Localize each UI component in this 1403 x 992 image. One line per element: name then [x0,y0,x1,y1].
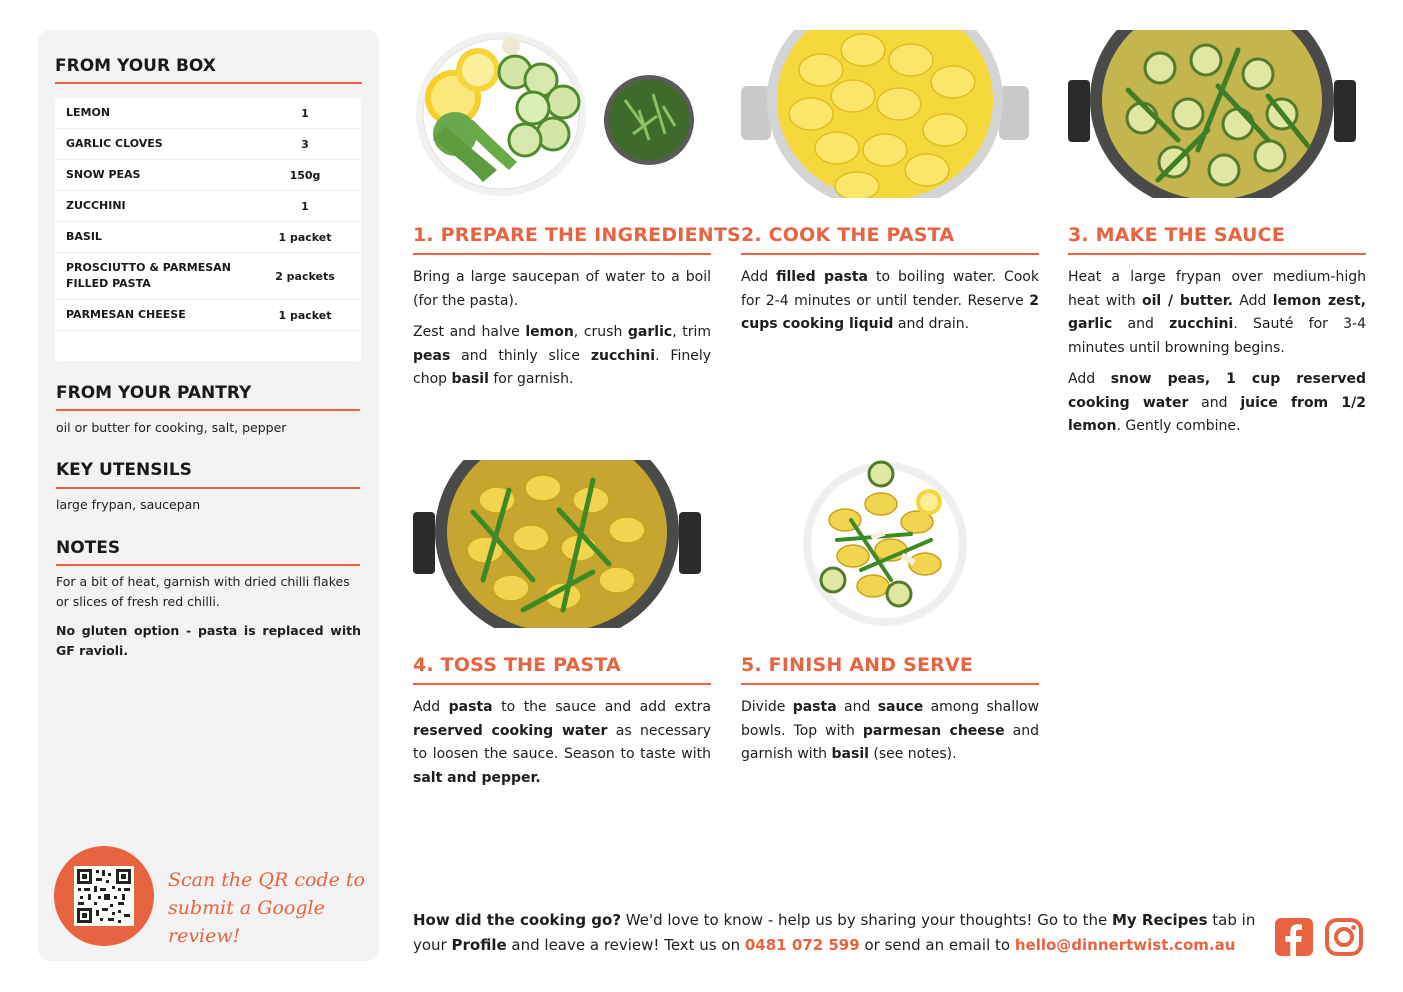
step-paragraph: Add filled pasta to boiling water. Cook for 2-4 minutes or until tender. Reserve 2 cups cooking liquid and drain. [741,269,1039,332]
step-2-photo [741,30,1029,198]
divider [56,409,360,411]
ingredient-name: ZUCCHINI [66,199,126,212]
ingredient-qty: 2 packets [275,269,335,283]
instagram-icon[interactable] [1325,918,1363,956]
qr-code[interactable] [54,846,154,946]
footer-question: How did the cooking go? [413,911,622,929]
my-recipes-label: My Recipes [1111,911,1208,929]
step-5-photo [741,460,1029,628]
from-your-pantry-title: FROM YOUR PANTRY [56,383,252,403]
step-1-body [413,266,711,400]
ingredient-qty: 1 packet [278,230,332,244]
ingredients-table [55,98,361,361]
ingredient-name: PROSCIUTTO & PARMESAN FILLED PASTA [66,261,231,290]
profile-label: Profile [451,936,507,954]
qr-text-line: Scan the QR code to [168,869,365,891]
divider [413,683,711,685]
email-link[interactable]: hello@dinnertwist.com.au [1014,936,1236,954]
step-1-photo [413,30,711,198]
ingredient-qty: 3 [301,137,309,151]
utensils-text: large frypan, saucepan [56,497,201,512]
pantry-text: oil or butter for cooking, salt, pepper [56,420,287,435]
notes-text: For a bit of heat, garnish with dried chilli flakes or slices of fresh red chilli. [56,574,350,609]
key-utensils-title: KEY UTENSILS [56,460,192,480]
step-2-body [741,266,1039,345]
ingredient-qty: 1 packet [278,308,332,322]
divider [741,253,1039,255]
step-4-photo [413,460,701,628]
notes-bold-text: No gluten option - pasta is replaced with GF ravioli. [56,623,361,658]
table-row [55,160,361,191]
step-5-title: 5. FINISH AND SERVE [741,654,974,676]
ingredient-qty: 1 [301,106,309,120]
step-paragraph: Bring a large saucepan of water to a boil (for the pasta). [413,269,711,309]
ingredient-name: LEMON [66,106,111,119]
step-2-title: 2. COOK THE PASTA [741,224,955,246]
step-paragraph: Add pasta to the sauce and add extra reserved cooking water as necessary to loosen the sauce. Season to taste with salt and pepper. [413,699,711,786]
divider [413,253,711,255]
divider [56,564,360,566]
divider [55,82,362,84]
step-5-body [741,696,1039,775]
step-1-title: 1. PREPARE THE INGREDIENTS [413,224,741,246]
table-row [55,300,361,331]
divider [1068,253,1366,255]
qr-review-text [168,866,368,950]
qr-code-icon [74,866,134,926]
notes-title: NOTES [56,538,121,558]
ingredient-name: SNOW PEAS [66,168,141,181]
ingredient-name: BASIL [66,230,102,243]
footer-feedback-text: How did the cooking go? We'd love to know - help us by sharing your thoughts! Go to the My Recipes tab in your Profile and leave a review! Text us on 0481 072 599 or send an email to hello@dinnertwist.com.au [413,911,1256,954]
sidebar [38,30,379,961]
step-paragraph: Heat a large frypan over medium-high heat with oil / butter. Add lemon zest, garlic and zucchini. Sauté for 3-4 minutes until browning begins. [1068,269,1367,356]
table-row [55,191,361,222]
step-3-photo [1068,30,1356,198]
ingredient-qty: 1 [301,199,309,213]
step-paragraph: Add snow peas, 1 cup reserved cooking water and juice from 1/2 lemon. Gently combine. [1068,371,1367,434]
step-4-title: 4. TOSS THE PASTA [413,654,621,676]
step-paragraph: Zest and halve lemon, crush garlic, trim peas and thinly slice zucchini. Finely chop basil for garnish. [413,324,711,387]
step-4-body [413,696,711,798]
step-paragraph: Divide pasta and sauce among shallow bowls. Top with parmesan cheese and garnish with basil (see notes). [741,699,1040,762]
phone-link[interactable]: 0481 072 599 [744,936,860,954]
facebook-icon[interactable] [1275,918,1313,956]
step-3-body [1068,266,1366,447]
divider [741,683,1039,685]
table-row [55,129,361,160]
from-your-box-title: FROM YOUR BOX [55,56,216,76]
table-row [55,98,361,129]
divider [56,487,360,489]
table-row [55,253,361,300]
step-3-title: 3. MAKE THE SAUCE [1068,224,1285,246]
ingredient-qty: 150g [289,168,321,182]
table-row [55,222,361,253]
ingredient-name: GARLIC CLOVES [66,137,163,150]
qr-text-line: submit a Google review! [168,897,325,947]
ingredient-name: PARMESAN CHEESE [66,308,186,321]
